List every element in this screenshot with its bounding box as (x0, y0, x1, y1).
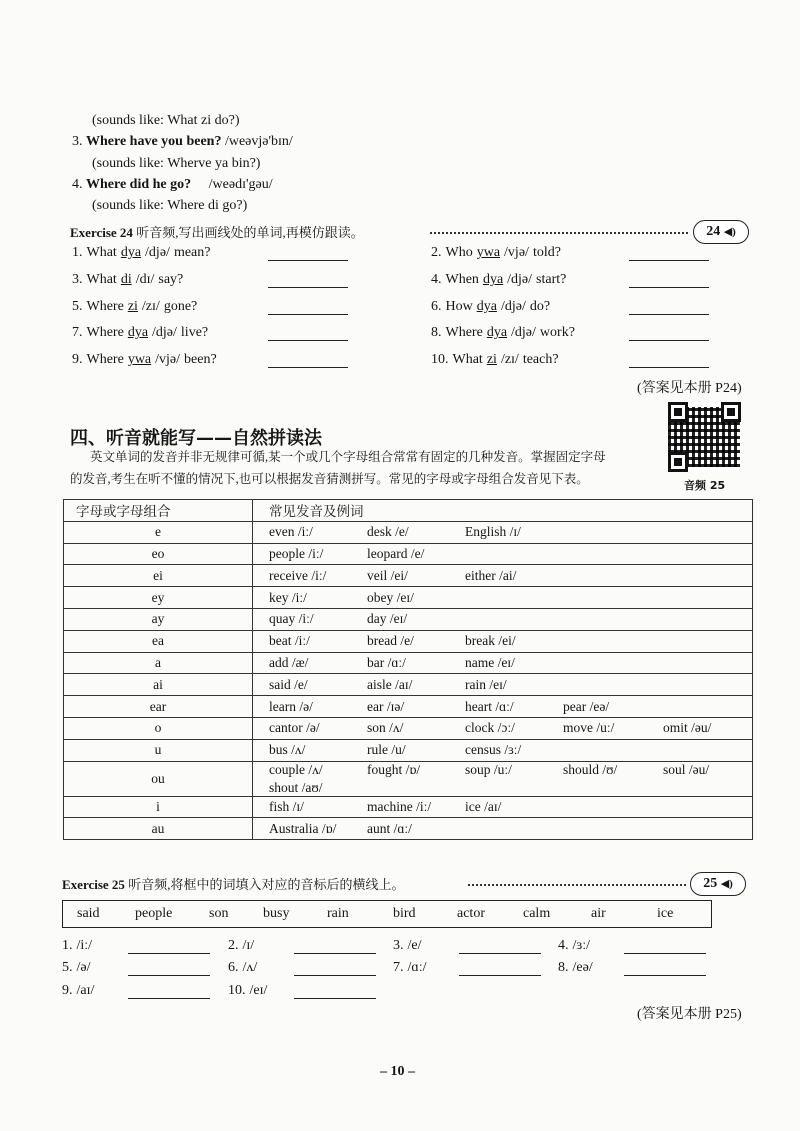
example-word: receive /iː/ (269, 567, 327, 583)
item-u: dya (476, 299, 497, 314)
item-num: 5. (72, 299, 83, 314)
item-pre: Where (86, 352, 124, 367)
example-word: omit /əu/ (663, 720, 712, 736)
letter-combination: au (64, 818, 253, 840)
table-row (64, 587, 753, 609)
exercise-24-item (431, 245, 565, 261)
example-word: break /ei/ (465, 633, 516, 649)
table-row (64, 696, 753, 718)
item-ipa: /djə/ (507, 272, 533, 287)
exercise-25-item (393, 938, 426, 954)
example-word: fish /ɪ/ (269, 798, 304, 814)
example-word: said /e/ (269, 676, 308, 692)
table-row (64, 543, 753, 565)
exercise-24-item (431, 299, 554, 315)
item-num: 6. (431, 299, 442, 314)
page-number: – 10 – (380, 1064, 415, 1079)
item-u: dya (127, 325, 149, 340)
example-word: pear /eə/ (563, 698, 610, 714)
sound-examples (253, 739, 753, 761)
item-u: ywa (127, 352, 152, 367)
exercise-25-item (558, 960, 597, 976)
exercise-25-heading (62, 874, 404, 893)
letter-combination: ey (64, 587, 253, 609)
item-num: 7. (393, 960, 404, 975)
speaker-icon: ◀) (720, 878, 733, 890)
exercise-24-heading (70, 222, 364, 241)
sound-examples (253, 587, 753, 609)
table-row (64, 630, 753, 652)
example-word: couple /ʌ/ (269, 761, 323, 777)
item-u: ywa (476, 245, 501, 260)
item-pre: What (86, 245, 117, 260)
word-bank-box (62, 900, 712, 928)
item-ipa: /weədɪ'gəu/ (208, 177, 273, 192)
item-ipa: /djə/ (500, 299, 526, 314)
item-sentence: Where have you been? (86, 134, 222, 149)
example-word: beat /iː/ (269, 633, 310, 649)
exercise-24-item (72, 245, 214, 261)
answer-blank[interactable] (268, 367, 348, 368)
dotted-leader (468, 884, 686, 886)
letter-combination: ea (64, 630, 253, 652)
answer-blank[interactable] (268, 314, 348, 315)
answer-blank[interactable] (629, 314, 709, 315)
word-bank-word: air (591, 906, 606, 921)
item-ipa: /ə/ (76, 960, 91, 975)
example-word: add /æ/ (269, 654, 309, 670)
item-ipa: /vjə/ (504, 245, 529, 260)
sound-examples (253, 696, 753, 718)
answer-reference: (答案见本册 P25) (637, 1007, 742, 1022)
exercise-label: Exercise 25 (62, 877, 125, 892)
answer-blank[interactable] (294, 953, 376, 954)
exercise-24-item (72, 325, 212, 341)
item-ipa: /djə/ (152, 325, 177, 340)
example-word: either /ai/ (465, 567, 517, 583)
exercise-24-item (72, 299, 201, 315)
exercise-24-item (72, 272, 187, 288)
item-pre: What (86, 272, 117, 287)
table-row (64, 652, 753, 674)
speaker-icon: ◀) (723, 226, 736, 238)
item-num: 4. (431, 272, 442, 287)
item-post: teach? (522, 352, 559, 367)
item-ipa: /eɪ/ (249, 983, 268, 998)
example-word: soul /əu/ (663, 761, 710, 777)
letter-combination: u (64, 739, 253, 761)
letter-combination: a (64, 652, 253, 674)
exercise-25-item (62, 983, 98, 999)
exercise-25-item (228, 960, 261, 976)
example-word: day /eɪ/ (367, 611, 408, 627)
exercise-24-item (431, 272, 570, 288)
answer-blank[interactable] (629, 260, 709, 261)
audio-track-number: 25 (703, 876, 718, 891)
item-num: 10. (431, 352, 449, 367)
word-bank-word: said (77, 906, 100, 921)
item-post: start? (536, 272, 567, 287)
item-num: 9. (62, 983, 73, 998)
qr-caption: 音频 25 (684, 479, 726, 492)
item-ipa: /zɪ/ (141, 299, 160, 314)
phonics-table (63, 499, 753, 840)
answer-blank[interactable] (629, 367, 709, 368)
exercise-instruction: 听音频,将框中的词填入对应的音标后的横线上。 (128, 877, 405, 892)
example-item-4 (72, 177, 273, 193)
item-pre: What (452, 352, 483, 367)
item-ipa: /vjə/ (155, 352, 181, 367)
item-u: dya (486, 325, 508, 340)
example-word: English /ɪ/ (465, 524, 521, 540)
example-word: should /ʊ/ (563, 761, 618, 777)
item-ipa: /dɪ/ (135, 272, 155, 287)
item-pre: How (445, 299, 473, 314)
example-word: move /uː/ (563, 720, 615, 736)
exercise-25-item (62, 938, 96, 954)
example-word: people /iː/ (269, 545, 324, 561)
table-row (64, 608, 753, 630)
letter-combination: e (64, 521, 253, 543)
table-row (64, 521, 753, 543)
item-num: 7. (72, 325, 83, 340)
answer-blank[interactable] (629, 287, 709, 288)
example-word: cantor /ə/ (269, 720, 320, 736)
section-title: 四、听音就能写——自然拼读法 (70, 428, 322, 449)
exercise-24-item (431, 325, 579, 341)
item-num: 8. (431, 325, 442, 340)
answer-blank[interactable] (624, 975, 706, 976)
table-row (64, 818, 753, 840)
item-num: 1. (72, 245, 83, 260)
exercise-25-item (228, 938, 258, 954)
answer-blank[interactable] (128, 998, 210, 999)
item-num: 4. (558, 938, 569, 953)
example-word: veil /ei/ (367, 567, 408, 583)
item-num: 1. (62, 938, 73, 953)
exercise-instruction: 听音频,写出画线处的单词,再模仿跟读。 (136, 225, 364, 240)
table-row (64, 739, 753, 761)
example-word: key /iː/ (269, 589, 307, 605)
example-item-3 (72, 134, 293, 150)
item-number: 4. (72, 177, 83, 192)
example-word: bar /ɑː/ (367, 654, 406, 670)
item-u: dya (482, 272, 504, 287)
example-word: even /iː/ (269, 524, 313, 540)
exercise-24-item (72, 352, 221, 368)
table-row (64, 565, 753, 587)
word-bank-word: calm (523, 906, 551, 921)
example-word: heart /ɑː/ (465, 698, 514, 714)
item-u: dya (120, 245, 142, 260)
item-num: 9. (72, 352, 83, 367)
answer-blank[interactable] (294, 998, 376, 999)
example-word: leopard /e/ (367, 545, 425, 561)
item-post: told? (532, 245, 561, 260)
sound-examples (253, 521, 753, 543)
example-word: machine /iː/ (367, 798, 432, 814)
word-bank-word: people (135, 906, 173, 921)
exercise-25-item (62, 960, 95, 976)
item-ipa: /djə/ (511, 325, 536, 340)
letter-combination: ay (64, 608, 253, 630)
table-header-letters: 字母或字母组合 (64, 500, 253, 522)
table-row (64, 796, 753, 818)
word-bank-word: rain (327, 906, 349, 921)
letter-combination: ou (64, 761, 253, 796)
example-word: census /ɜː/ (465, 742, 522, 758)
word-bank-word: actor (457, 906, 485, 921)
sounds-like-line: (sounds like: What zi do?) (92, 113, 240, 128)
answer-reference: (答案见本册 P24) (637, 381, 742, 396)
answer-blank[interactable] (268, 340, 348, 341)
item-ipa: /aɪ/ (76, 983, 95, 998)
exercise-25-item (393, 960, 431, 976)
item-num: 8. (558, 960, 569, 975)
example-word: son /ʌ/ (367, 720, 404, 736)
sound-examples (253, 652, 753, 674)
audio-track-number: 24 (706, 224, 721, 239)
item-sentence: Where did he go? (86, 177, 192, 192)
table-row (64, 717, 753, 739)
item-num: 6. (228, 960, 239, 975)
item-pre: Where (86, 299, 124, 314)
sound-examples (253, 796, 753, 818)
item-ipa: /eə/ (572, 960, 593, 975)
item-post: been? (184, 352, 217, 367)
example-word: learn /ə/ (269, 698, 313, 714)
sound-examples (253, 761, 753, 796)
answer-blank[interactable] (268, 287, 348, 288)
answer-blank[interactable] (268, 260, 348, 261)
answer-blank[interactable] (624, 953, 706, 954)
item-u: di (120, 272, 132, 287)
audio-badge-24[interactable] (693, 220, 749, 244)
item-num: 10. (228, 983, 246, 998)
item-ipa: /e/ (407, 938, 422, 953)
item-ipa: /ɜː/ (572, 938, 591, 953)
item-pre: Where (86, 325, 124, 340)
word-bank-word: son (209, 906, 229, 921)
sounds-like-line: (sounds like: Where di go?) (92, 198, 248, 213)
item-post: live? (180, 325, 209, 340)
answer-blank[interactable] (128, 975, 210, 976)
sound-examples (253, 608, 753, 630)
item-num: 5. (62, 960, 73, 975)
exercise-25-item (558, 938, 594, 954)
item-pre: When (445, 272, 479, 287)
sound-examples (253, 630, 753, 652)
item-number: 3. (72, 134, 83, 149)
item-pre: Where (445, 325, 483, 340)
letter-combination: ai (64, 674, 253, 696)
exercise-label: Exercise 24 (70, 225, 133, 240)
letter-combination: o (64, 717, 253, 739)
sound-examples (253, 543, 753, 565)
item-num: 2. (431, 245, 442, 260)
example-word: desk /e/ (367, 524, 409, 540)
example-word: clock /ɔː/ (465, 720, 515, 736)
item-post: gone? (163, 299, 198, 314)
letter-combination: ei (64, 565, 253, 587)
item-ipa: /iː/ (76, 938, 93, 953)
item-pre: Who (445, 245, 473, 260)
example-word: quay /iː/ (269, 611, 314, 627)
item-post: do? (529, 299, 551, 314)
answer-blank[interactable] (459, 975, 541, 976)
item-post: mean? (173, 245, 211, 260)
example-word: ear /ɪə/ (367, 698, 405, 714)
example-word: bread /e/ (367, 633, 414, 649)
example-word: shout /aʊ/ (269, 779, 323, 795)
answer-blank[interactable] (459, 953, 541, 954)
item-ipa: /ɑː/ (407, 960, 427, 975)
item-ipa: /ʌ/ (242, 960, 258, 975)
item-ipa: /weəvjə'bɪn/ (224, 134, 293, 149)
sound-examples (253, 674, 753, 696)
example-word: name /eɪ/ (465, 654, 515, 670)
sound-examples (253, 565, 753, 587)
item-post: work? (539, 325, 575, 340)
section-paragraph-line-1: 英文单词的发音并非无规律可循,某一个或几个字母组合常常有固定的几种发音。掌握固定字母 (90, 450, 606, 464)
example-word: rain /eɪ/ (465, 676, 507, 692)
example-word: aisle /aɪ/ (367, 676, 413, 692)
audio-badge-25[interactable] (690, 872, 746, 896)
example-word: bus /ʌ/ (269, 742, 306, 758)
example-word: soup /uː/ (465, 761, 512, 777)
dotted-leader (430, 232, 688, 234)
sound-examples (253, 717, 753, 739)
word-bank-word: bird (393, 906, 416, 921)
item-num: 3. (393, 938, 404, 953)
example-word: obey /eɪ/ (367, 589, 414, 605)
example-word: Australia /ɒ/ (269, 820, 337, 836)
example-word: rule /u/ (367, 742, 406, 758)
letter-combination: ear (64, 696, 253, 718)
table-row (64, 761, 753, 796)
section-paragraph-line-2: 的发音,考生在听不懂的情况下,也可以根据发音猜测拼写。常见的字母或字母组合发音见下表。 (70, 472, 589, 486)
answer-blank[interactable] (128, 953, 210, 954)
letter-combination: eo (64, 543, 253, 565)
sound-examples (253, 818, 753, 840)
item-post: say? (158, 272, 184, 287)
item-u: zi (486, 352, 497, 367)
table-row (64, 674, 753, 696)
word-bank-word: busy (263, 906, 290, 921)
word-bank-word: ice (657, 906, 674, 921)
table-header-sounds: 常见发音及例词 (253, 500, 753, 522)
sounds-like-line: (sounds like: Wherve ya bin?) (92, 156, 261, 171)
item-num: 2. (228, 938, 239, 953)
exercise-24-item (431, 352, 563, 368)
example-word: aunt /ɑː/ (367, 820, 412, 836)
item-ipa: /zɪ/ (500, 352, 519, 367)
example-word: fought /ɒ/ (367, 761, 421, 777)
item-ipa: /djə/ (145, 245, 170, 260)
item-u: zi (127, 299, 138, 314)
exercise-25-item (228, 983, 271, 999)
item-ipa: /ɪ/ (242, 938, 255, 953)
item-num: 3. (72, 272, 83, 287)
letter-combination: i (64, 796, 253, 818)
qr-code[interactable] (668, 402, 741, 472)
example-word: ice /aɪ/ (465, 798, 502, 814)
answer-blank[interactable] (294, 975, 376, 976)
answer-blank[interactable] (629, 340, 709, 341)
